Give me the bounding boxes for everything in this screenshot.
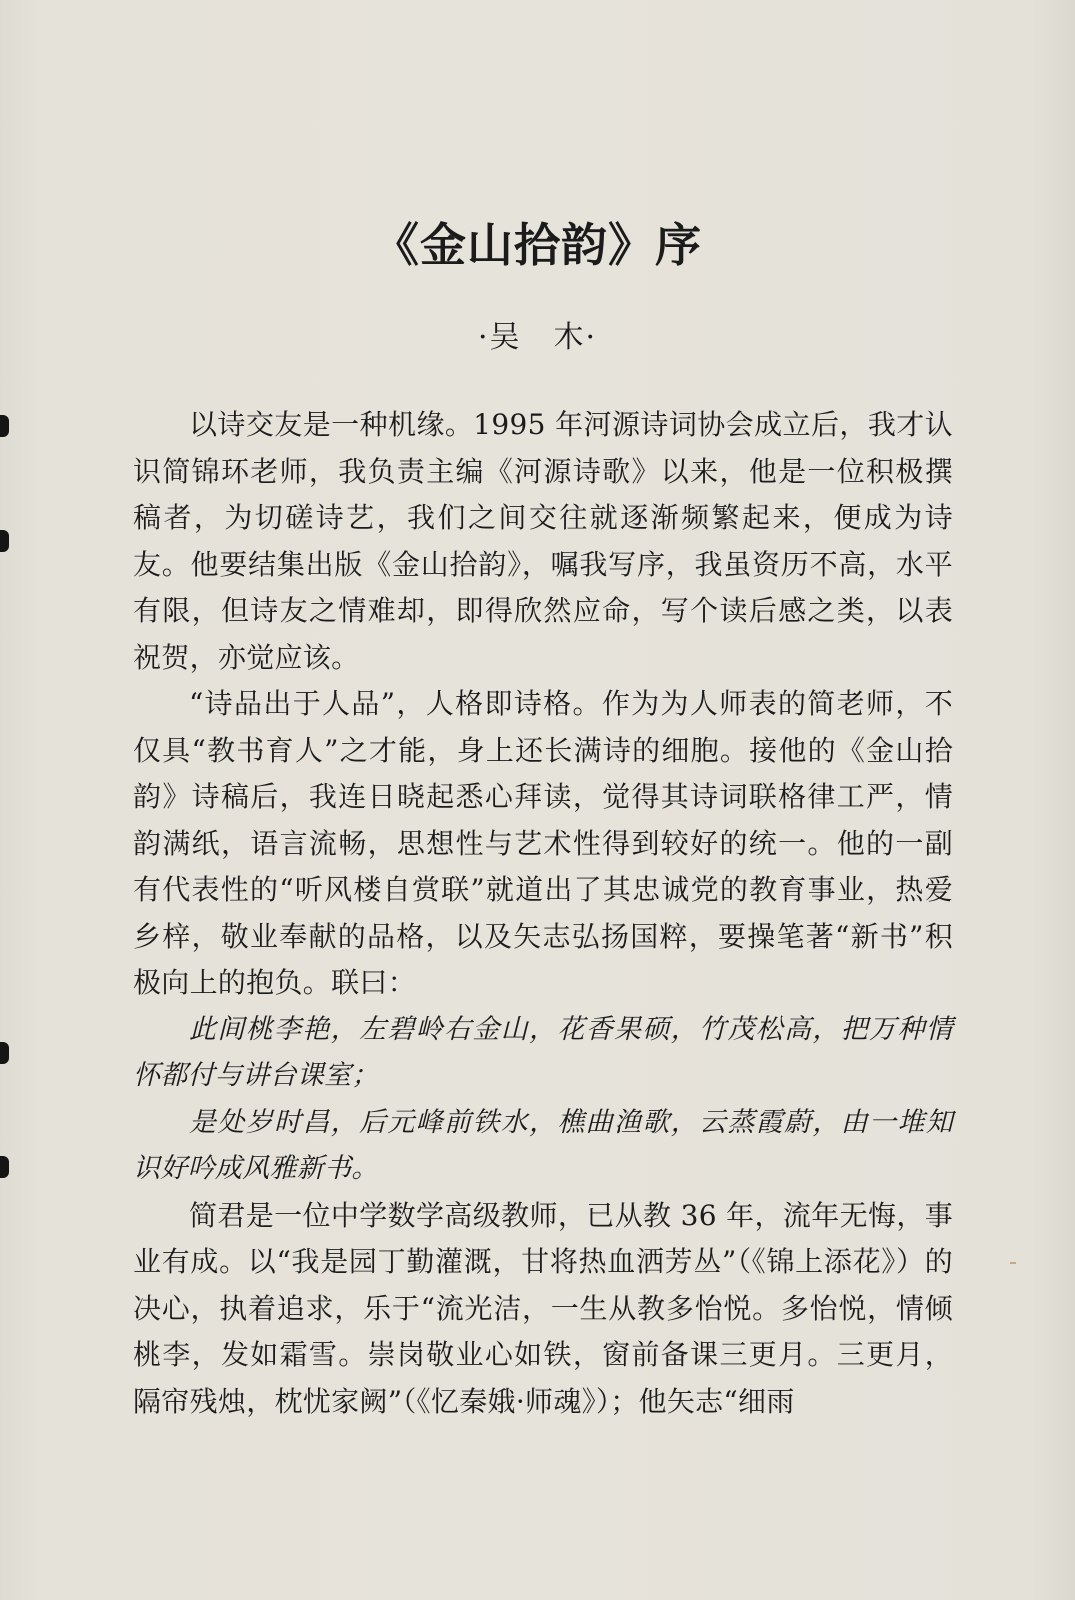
paragraph: 简君是一位中学数学高级教师，已从教 36 年，流年无悔，事业有成。以“我是园丁勤灌溉，甘将热血洒芳丛”（《锦上添花》）的决心，执着追求，乐于“流光洁，一生从教多怡悦。多怡悦，情倾桃李，发如霜雪。崇岗敬业心如铁，窗前备课三更月。三更月，隔帘残烛，枕忧家阙”（《忆秦娥·师魂》）；他矢志“细雨 [133,1198,953,1418]
binding-hole-mark [0,415,9,437]
couplet-line: 是处岁时昌，后元峰前铁水，樵曲渔歌，云蒸霞蔚，由一堆知识好吟成风雅新书。 [133,1106,953,1184]
binding-hole-mark [0,1156,9,1178]
body-text [133,402,953,1425]
author-byline: ·吴 木· [477,320,598,355]
couplet-line: 此间桃李艳，左碧岭右金山，花香果硕，竹茂松高，把万种情怀都付与讲台课室； [133,1013,953,1091]
paragraph: “诗品出于人品”，人格即诗格。作为为人师表的简老师，不仅具“教书育人”之才能，身上还长满诗的细胞。接他的《金山拾韵》诗稿后，我连日晓起悉心拜读，觉得其诗词联格律工严，情韵满纸，语言流畅，思想性与艺术性得到较好的统一。他的一副有代表性的“听风楼自赏联”就道出了其忠诚党的教育事业，热爱乡梓，敬业奉献的品格，以及矢志弘扬国粹，要操笔著“新书”积极向上的抱负。联曰： [133,687,953,999]
binding-hole-mark [0,1042,9,1064]
page-title: 《金山拾韵》序 [373,218,702,272]
paper-speck [1010,1262,1016,1264]
paragraph: 以诗交友是一种机缘。1995 年河源诗词协会成立后，我才认识简锦环老师，我负责主编《河源诗歌》以来，他是一位积极撰稿者，为切磋诗艺，我们之间交往就逐渐频繁起来，便成为诗友。他要结集出版《金山拾韵》，嘱我写序，我虽资历不高，水平有限，但诗友之情难却，即得欣然应命，写个读后感之类，以表祝贺，亦觉应该。 [133,408,953,674]
binding-hole-mark [0,530,9,552]
